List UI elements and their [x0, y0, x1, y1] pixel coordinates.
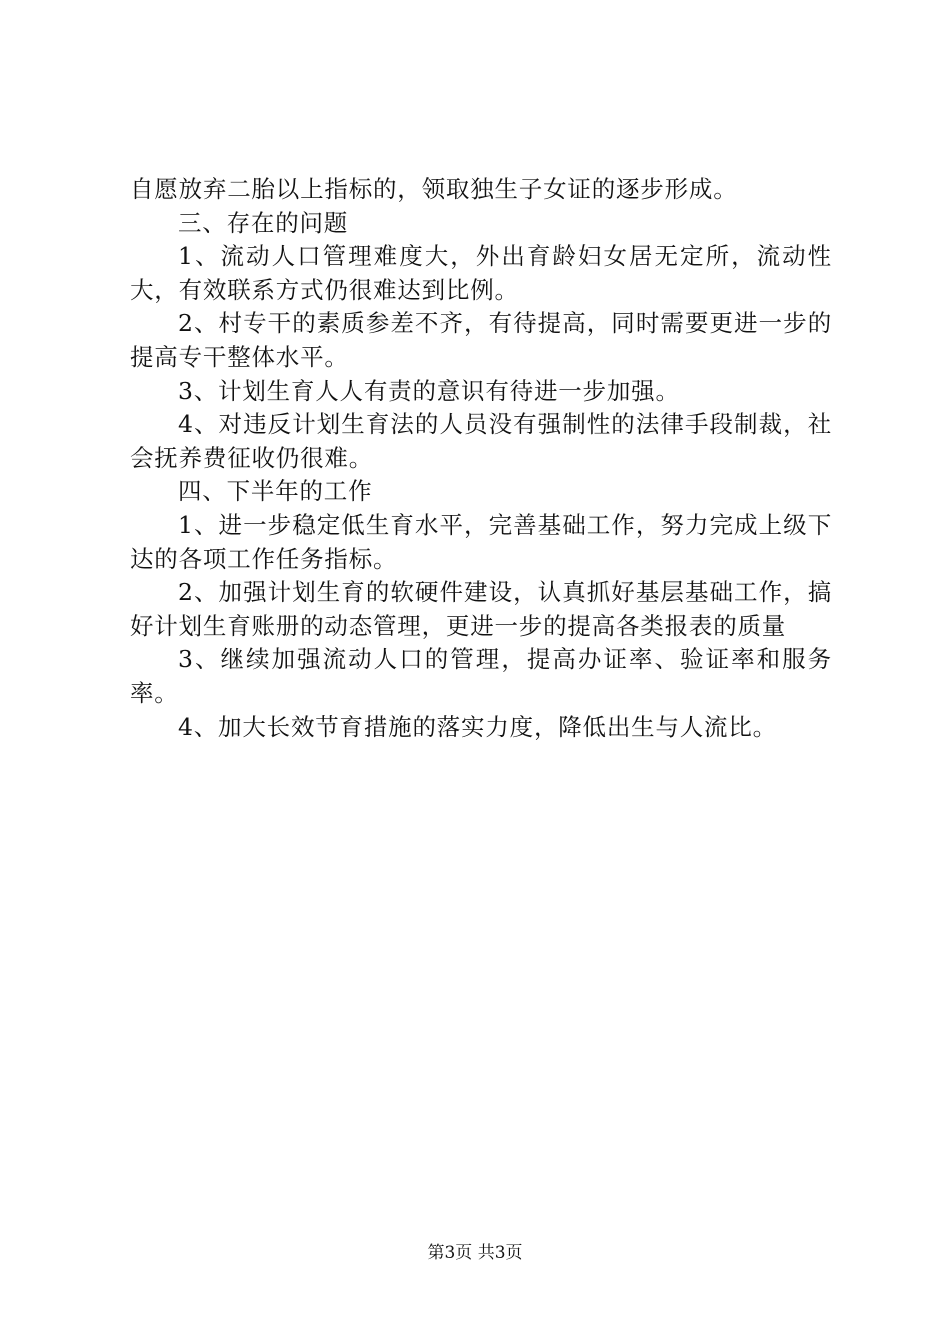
paragraph: 4、加大长效节育措施的落实力度，降低出生与人流比。	[178, 712, 777, 741]
paragraph: 3、计划生育人人有责的意识有待进一步加强。	[178, 376, 680, 405]
section-heading-problems: 三、存在的问题	[178, 208, 349, 237]
document-body	[130, 173, 832, 744]
paragraph: 2、村专干的素质参差不齐，有待提高，同时需要更进一步的提高专干整体水平。	[130, 309, 832, 371]
paragraph: 1、流动人口管理难度大，外出育龄妇女居无定所，流动性大，有效联系方式仍很难达到比例。	[130, 242, 832, 304]
paragraph: 自愿放弃二胎以上指标的，领取独生子女证的逐步形成。	[130, 175, 738, 203]
paragraph: 1、进一步稳定低生育水平，完善基础工作，努力完成上级下达的各项工作任务指标。	[130, 510, 832, 573]
paragraph: 2、加强计划生育的软硬件建设，认真抓好基层基础工作，搞好计划生育账册的动态管理，更进一步的提高各类报表的质量	[130, 578, 832, 640]
paragraph: 3、继续加强流动人口的管理，提高办证率、验证率和服务率。	[130, 645, 832, 707]
section-heading-next-half-year: 四、下半年的工作	[178, 477, 373, 506]
page-number: 第3页 共3页	[427, 1243, 523, 1263]
paragraph: 4、对违反计划生育法的人员没有强制性的法律手段制裁，社会抚养费征收仍很难。	[130, 410, 832, 472]
